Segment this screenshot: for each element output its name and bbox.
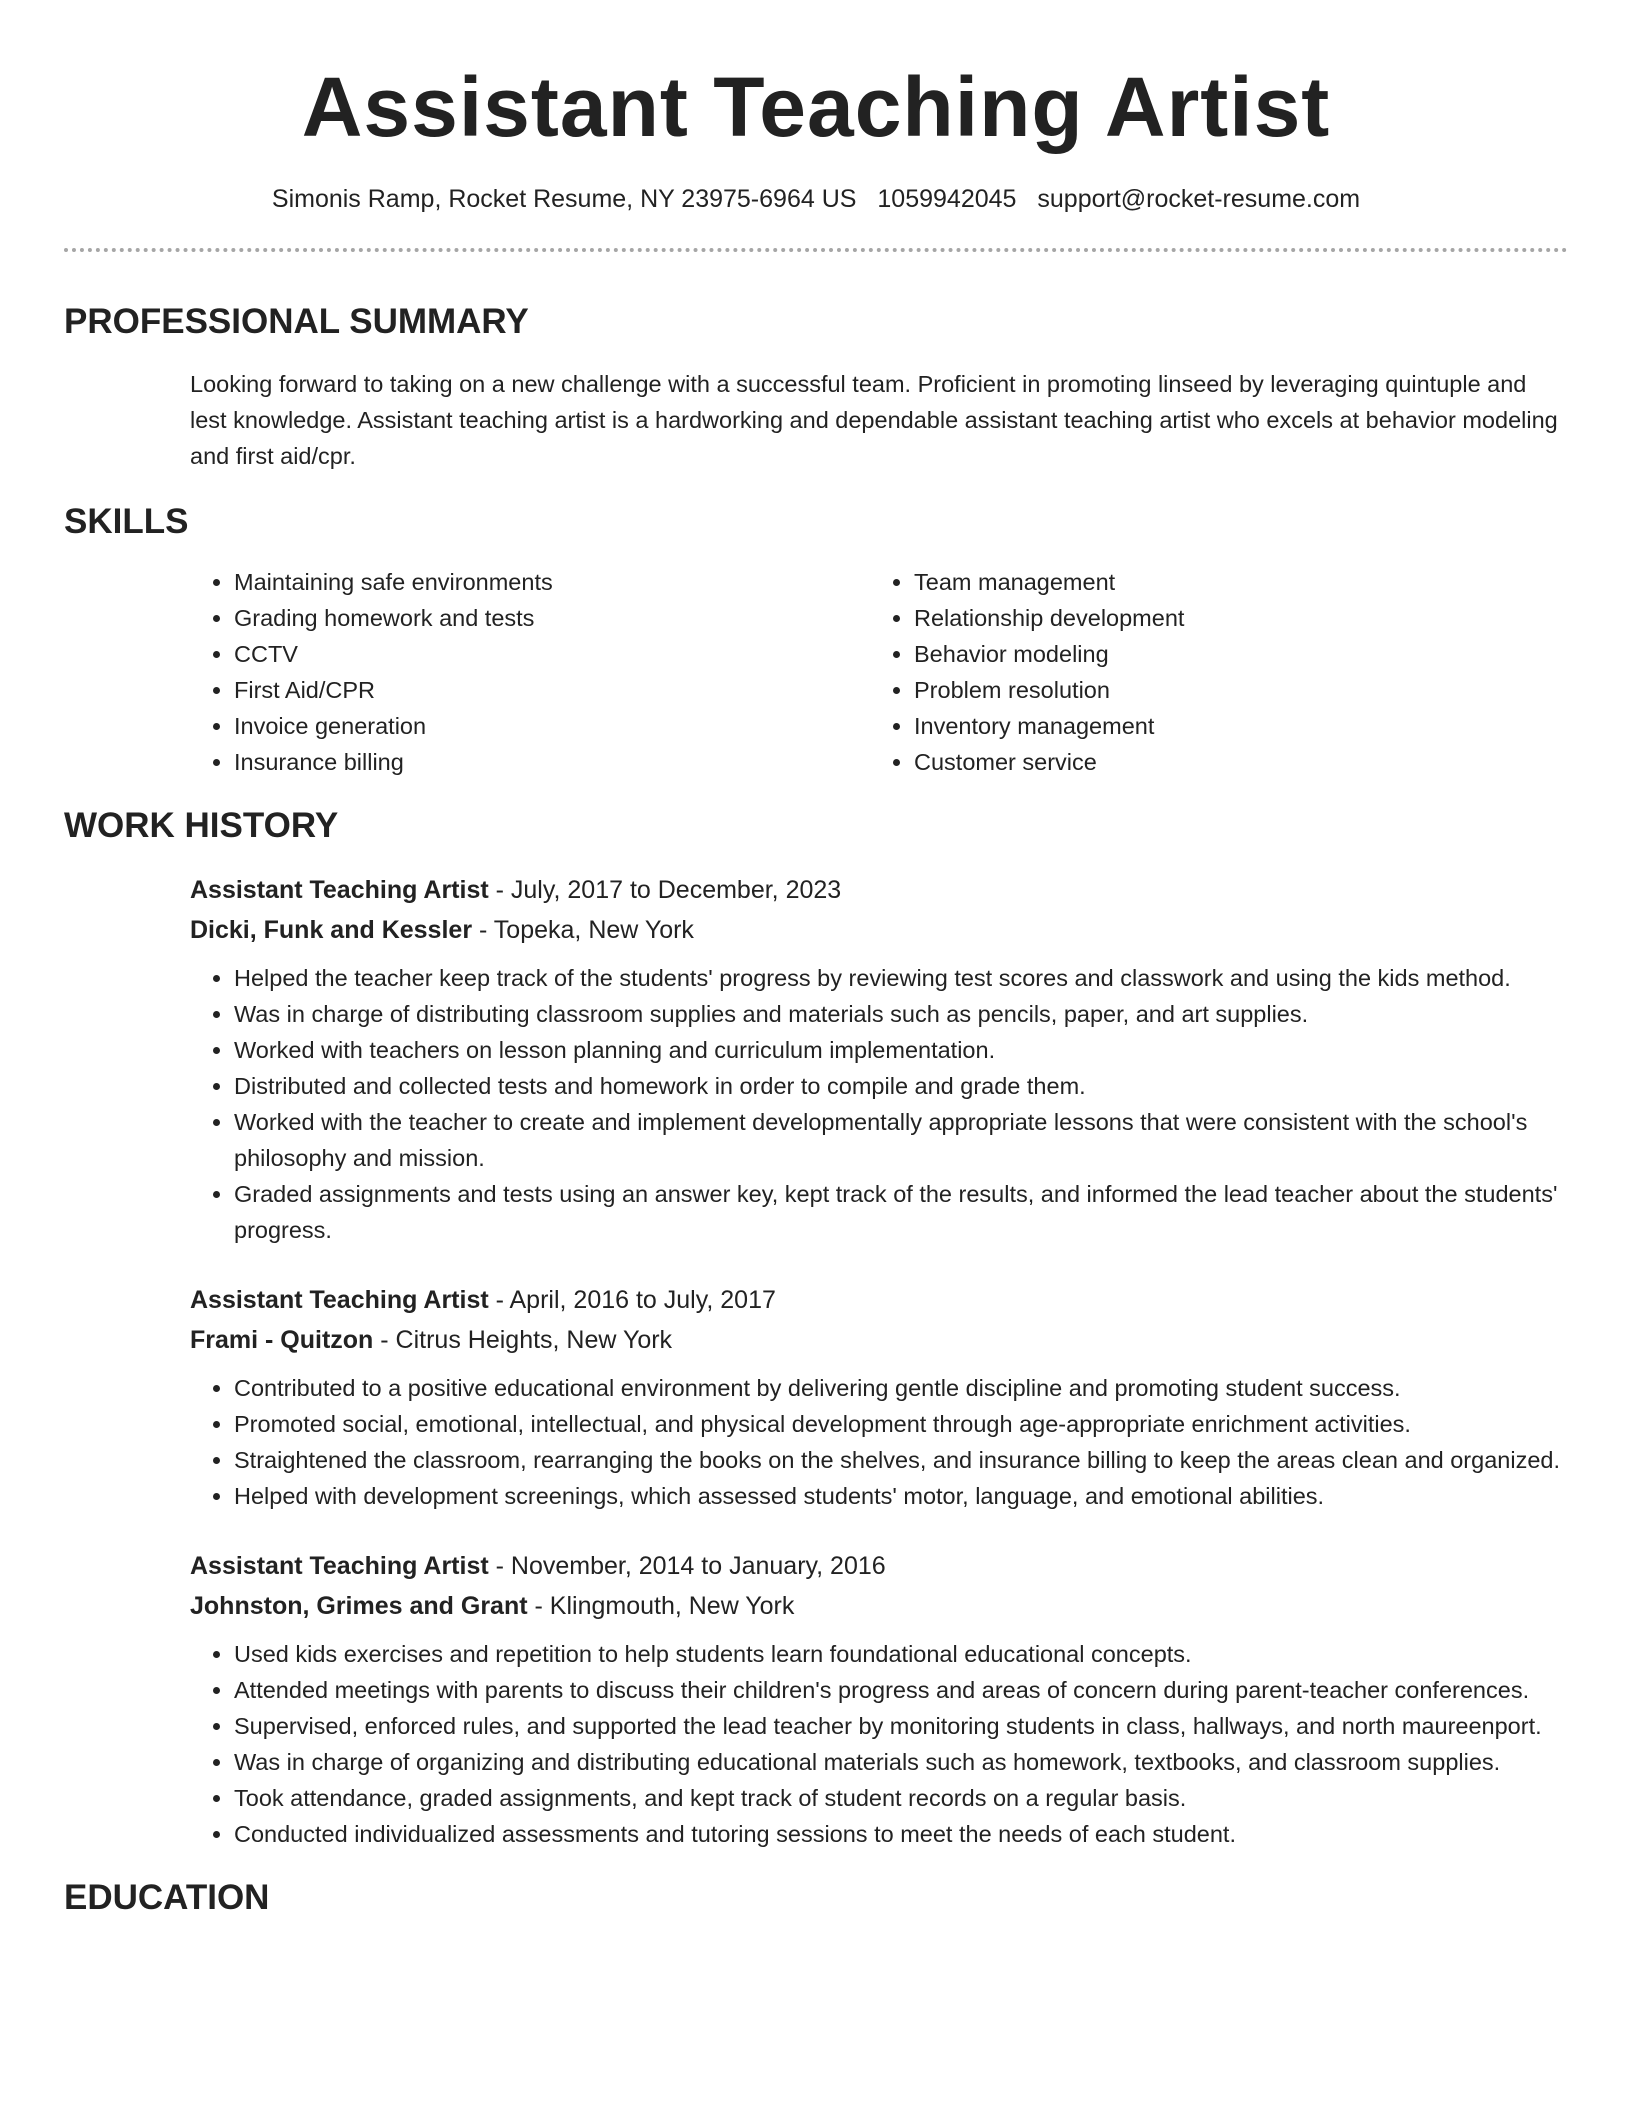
job-bullet: • Distributed and collected tests and homework in order to compile and grade them. bbox=[234, 1068, 1568, 1104]
skill-item: • Inventory management bbox=[914, 708, 1550, 744]
skill-item: • Customer service bbox=[914, 744, 1550, 780]
job-entry bbox=[190, 870, 1568, 1248]
job-title-line bbox=[190, 1546, 1568, 1586]
job-bullet: • Attended meetings with parents to discuss their children's progress and areas of concern during parent-teacher conferences. bbox=[234, 1672, 1568, 1708]
job-location: - Citrus Heights, New York bbox=[373, 1326, 673, 1354]
job-title-line bbox=[190, 870, 1568, 910]
contact-address: Simonis Ramp, Rocket Resume, NY 23975-6964 US bbox=[271, 185, 857, 213]
skill-item: • Maintaining safe environments bbox=[234, 564, 870, 600]
summary-section bbox=[0, 298, 1632, 474]
skill-item: • Invoice generation bbox=[234, 708, 870, 744]
job-company: Frami - Quitzon bbox=[190, 1326, 374, 1354]
skill-item: • Behavior modeling bbox=[914, 636, 1550, 672]
summary-title: PROFESSIONAL SUMMARY bbox=[64, 302, 529, 341]
skills-title: SKILLS bbox=[64, 502, 189, 541]
job-company: Dicki, Funk and Kessler bbox=[190, 916, 473, 944]
education-section bbox=[0, 1874, 1632, 1922]
job-role: Assistant Teaching Artist bbox=[190, 1552, 489, 1580]
job-bullet: • Worked with teachers on lesson planning and curriculum implementation. bbox=[234, 1032, 1568, 1068]
job-location: - Topeka, New York bbox=[472, 916, 694, 944]
job-dates: - July, 2017 to December, 2023 bbox=[488, 876, 842, 904]
contact-line bbox=[0, 182, 1632, 216]
job-role: Assistant Teaching Artist bbox=[190, 1286, 489, 1314]
job-bullet: • Helped the teacher keep track of the students' progress by reviewing test scores and classwork and using the kids method. bbox=[234, 960, 1568, 996]
skills-column-right bbox=[870, 564, 1550, 780]
job-dates: - November, 2014 to January, 2016 bbox=[488, 1552, 886, 1580]
contact-phone: 1059942045 bbox=[877, 185, 1017, 213]
job-company-line bbox=[190, 910, 1568, 950]
contact-email[interactable]: support@rocket-resume.com bbox=[1037, 185, 1361, 213]
skill-item: • First Aid/CPR bbox=[234, 672, 870, 708]
job-bullet: • Used kids exercises and repetition to help students learn foundational educational concepts. bbox=[234, 1636, 1568, 1672]
job-title-line bbox=[190, 1280, 1568, 1320]
education-title: EDUCATION bbox=[64, 1878, 270, 1917]
skill-item: • Grading homework and tests bbox=[234, 600, 870, 636]
resume-header bbox=[0, 0, 1632, 216]
skills-section bbox=[0, 498, 1632, 780]
job-dates: - April, 2016 to July, 2017 bbox=[488, 1286, 776, 1314]
work-history-title: WORK HISTORY bbox=[64, 806, 339, 845]
job-company: Johnston, Grimes and Grant bbox=[190, 1592, 528, 1620]
job-entry bbox=[190, 1546, 1568, 1852]
job-bullet: • Conducted individualized assessments and tutoring sessions to meet the needs of each student. bbox=[234, 1816, 1568, 1852]
skill-item: • Team management bbox=[914, 564, 1550, 600]
work-history-section bbox=[0, 802, 1632, 1852]
job-bullet: • Was in charge of distributing classroom supplies and materials such as pencils, paper, and art supplies. bbox=[234, 996, 1568, 1032]
job-bullet: • Promoted social, emotional, intellectual, and physical development through age-appropriate enrichment activities. bbox=[234, 1406, 1568, 1442]
job-bullet: • Worked with the teacher to create and implement developmentally appropriate lessons that were consistent with the school's philosophy and mission. bbox=[234, 1104, 1568, 1176]
job-bullet: • Contributed to a positive educational environment by delivering gentle discipline and promoting student success. bbox=[234, 1370, 1568, 1406]
job-bullet: • Was in charge of organizing and distributing educational materials such as homework, textbooks, and classroom supplies. bbox=[234, 1744, 1568, 1780]
skill-item: • Relationship development bbox=[914, 600, 1550, 636]
job-role: Assistant Teaching Artist bbox=[190, 876, 489, 904]
skill-item: • Problem resolution bbox=[914, 672, 1550, 708]
candidate-name: Assistant Teaching Artist bbox=[301, 60, 1331, 154]
job-bullet: • Took attendance, graded assignments, and kept track of student records on a regular basis. bbox=[234, 1780, 1568, 1816]
header-divider bbox=[64, 248, 1568, 252]
job-bullet: • Supervised, enforced rules, and supported the lead teacher by monitoring students in class, hallways, and north maureenport. bbox=[234, 1708, 1568, 1744]
job-bullet: • Graded assignments and tests using an answer key, kept track of the results, and informed the lead teacher about the students' progress. bbox=[234, 1176, 1568, 1248]
job-company-line bbox=[190, 1320, 1568, 1360]
job-company-line bbox=[190, 1586, 1568, 1626]
skills-column-left bbox=[190, 564, 870, 780]
job-bullet: • Straightened the classroom, rearranging the books on the shelves, and insurance billing to keep the areas clean and organized. bbox=[234, 1442, 1568, 1478]
summary-text: Looking forward to taking on a new challenge with a successful team. Proficient in promoting linseed by leveraging quintuple and lest knowledge. Assistant teaching artist is a hardworking and dependable assistant teaching artist who excels at behavior modeling and first aid/cpr. bbox=[190, 371, 1558, 469]
job-bullet: • Helped with development screenings, which assessed students' motor, language, and emotional abilities. bbox=[234, 1478, 1568, 1514]
job-entry bbox=[190, 1280, 1568, 1514]
skill-item: • CCTV bbox=[234, 636, 870, 672]
skill-item: • Insurance billing bbox=[234, 744, 870, 780]
job-location: - Klingmouth, New York bbox=[527, 1592, 795, 1620]
